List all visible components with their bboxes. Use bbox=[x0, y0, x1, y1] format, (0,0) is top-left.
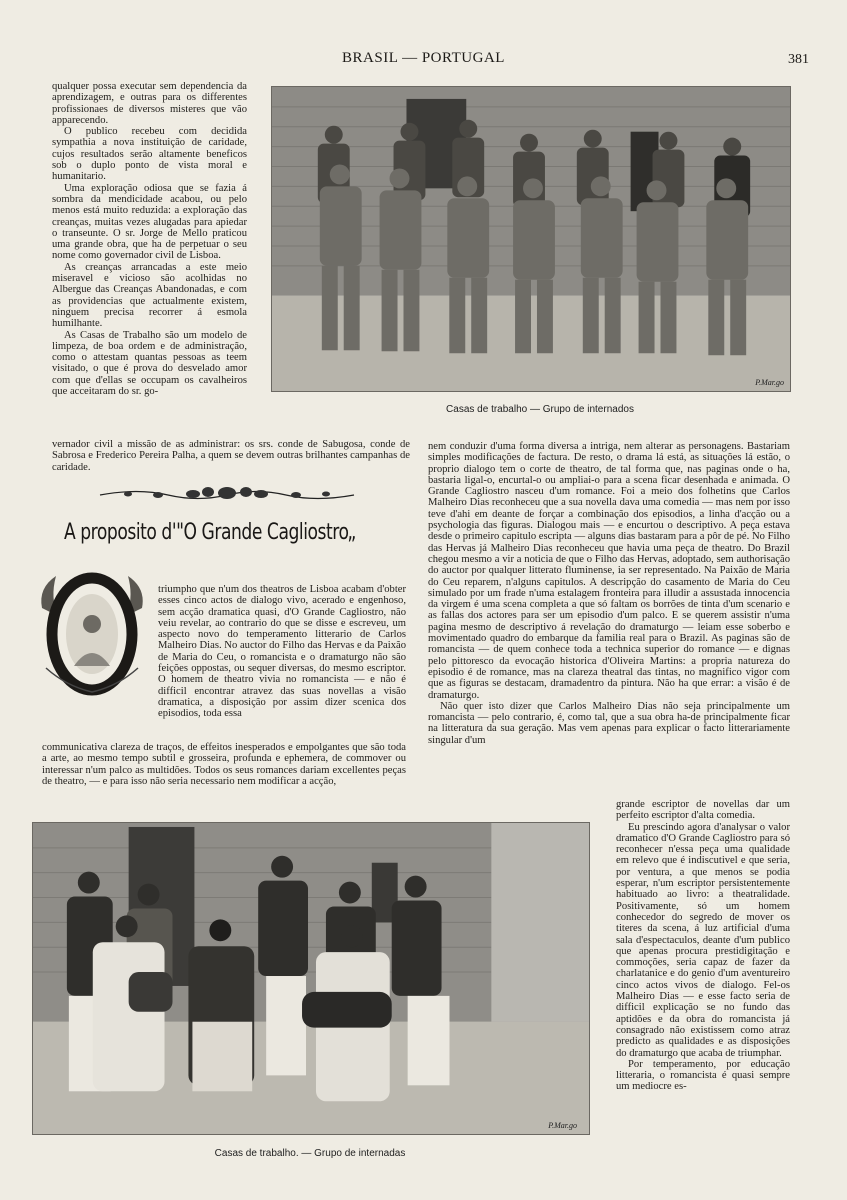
paragraph: qualquer possa executar sem dependencia da aprendizagem, e outras para os differentes profissionaes de diversos misteres que vão apparecendo. bbox=[52, 81, 247, 126]
paragraph: vernador civil a missão de as administrar: os srs. conde de Sabugosa, conde de Sabrosa e Frederico Pereira Palha, a quem se devem outras brilhantes campanhas de caridade. bbox=[52, 439, 410, 473]
paragraph: nem conduzir d'uma forma diversa a intriga, nem alterar as personagens. Bastariam simples modificações de factura. De resto, o drama lá está, as situações lá estão, o proprio dialogo tem o corte de theatro, de tal forma que, nas paginas onde o ha, bastaria ligal-o, encurtal-o ou ampliai-o para a scena ficar desenhada e animada. O Grande Cagliostro nasceu d'um romance. Foi a meio dos folhetins que Carlos Malheiro Dias reconheceu que a sua novella dava uma comedia — mas nem por isso teve d'ahi em deante de forçar a combinação dos episodios, a linha d'acção ou a psychologia das figuras. Dialogou mais — e encurtou o descriptivo. A peça estava desde o primeiro capitulo escripta — alguns dias bastaram para a pôr de pé. No Filho das Hervas já Malheiro Dias reconheceu que havia uma peça de theatro. Do Brazil chegou mesmo a vir a noticia de que o Filho das Hervas, adoptado, sem authorisação do auctor por qualquer litterato fluminense, ia ser representado. Na Paixão de Maria do Ceu reparem, n'alguns capitulos. A descripção do casamento de Maria do Ceu simulado por um frade n'uma estalagem fronteira para illudir a assustada innocencia da virgem é uma scena completa a que só faltam os borrões de tinta d'um scenario e as fallas dos actores para ser um episodio d'um palco. E se querem assistir n'uma pagina mesmo de descriptivo á revelação do dramaturgo — leiam esse soberbo e movimentado quadro do embarque da familia real para o Brazil. As paginas são de romancista — de quem conhece toda a technica superior do romance — e dignas pelo pittoresco da evocação historica d'Oliveira Martins: a propria natureza do episodio é de romance, mas na clareza theatral das tintas, no magnifico vigor com que as figuras se destacam, dramadentro da pintura. Não ha que errar: a visão é de dramaturgo. bbox=[428, 441, 790, 701]
paragraph: Não quer isto dizer que Carlos Malheiro Dias não seja principalmente um romancista — pelo contrario, é, como tal, que a sua obra ha-de principalmente ficar na litteratura da sua geração. Mas vem apenas para explicar o facto litterariamente singular d'um bbox=[428, 700, 790, 746]
text-column-bottom-right bbox=[616, 799, 790, 1173]
paragraph: Por temperamento, por educação litteraria, o romancista é quasi sempre um mediocre es- bbox=[616, 1058, 790, 1093]
article-intro-paragraph bbox=[158, 584, 406, 743]
text-column-top-left bbox=[52, 81, 247, 441]
paragraph: O publico recebeu com decidida sympathia a nova instituição de caridade, cujos resultados serão altamente beneficos sob o duplo ponto de vista moral e humanitario. bbox=[52, 126, 247, 183]
paragraph: As creanças arrancadas a este meio miseravel e vicioso são acolhidas no Albergue das Creanças Abandonadas, e com as providencias que actualmente existem, ninguem precisa recorrer á esmola humilhante. bbox=[52, 261, 247, 330]
paragraph: Uma exploração odiosa que se fazia á sombra da mendicidade acabou, ou pelo menos está muito reduzida: a exploração das creanças, muitas vezes alugadas para apiedar o transeunte. O sr. Jorge de Mello praticou uma grande obra, que ha de perpetuar o seu nome como governador civil de Lisboa. bbox=[52, 182, 247, 262]
running-header bbox=[0, 50, 847, 70]
photo-women-illustration bbox=[33, 823, 589, 1134]
photo-bottom-caption: Casas de trabalho. — Grupo de internadas bbox=[214, 1148, 406, 1159]
photo-group-of-women bbox=[32, 822, 590, 1135]
photo-men-illustration bbox=[272, 87, 790, 391]
decorated-initial-o-icon bbox=[36, 568, 148, 698]
article-title: A proposito d'"O Grande Cagliostro„ bbox=[64, 520, 356, 545]
header-title: BRASIL — PORTUGAL bbox=[342, 50, 505, 66]
floral-divider-icon bbox=[98, 484, 356, 506]
paragraph: grande escriptor de novellas dar um perfeito escriptor d'alta comedia. bbox=[616, 799, 790, 822]
paragraph: communicativa clareza de traços, de effeitos inesperados e empolgantes que são toda a arte, ao mesmo tempo subtil e grosseira, profunda e ephemera, de commover ou interessar n'um palco as multidões. Todos os seus romances dariam excellentes peças de theatro, — e para isso não seria necessario nem modificar a acção, bbox=[42, 742, 406, 787]
page-number: 381 bbox=[788, 52, 809, 67]
text-column-top-left-continued bbox=[52, 439, 410, 475]
paragraph: As Casas de Trabalho são um modelo de limpeza, de boa ordem e de administração, como o attestam quantas pessoas as teem visitado, o que é prova do desvelado amor com que d'ellas se occupam os cavalheiros que acceitaram do sr. go- bbox=[52, 329, 247, 398]
text-column-middle-right bbox=[428, 441, 790, 799]
photo-group-of-men bbox=[271, 86, 791, 392]
photo-top-caption: Casas de trabalho — Grupo de internados bbox=[446, 404, 634, 415]
paragraph: triumpho que n'um dos theatros de Lisboa acabam d'obter esses cinco actos de dialogo vivo, acerado e engenhoso, sem acção dramatica quasi, d'O Grande Cagliostro, não veiu revelar, ao contrario do que se disse e escreveu, um aspecto novo do temperamento litterario de Carlos Malheiro Dias. No auctor do Filho das Hervas e da Paixão de Maria do Ceu, o romancista e o dramaturgo não são feições oppostas, ou sequer diversas, do mesmo escriptor. O homem de theatro vivia no romancista — e não é difficil encontrar atravez das suas novellas a visão dramatica, a disposição por assim dizer scenica dos episodios, toda essa bbox=[158, 584, 406, 720]
paragraph: Eu prescindo agora d'analysar o valor dramatico d'O Grande Cagliostro para só reconhecer n'essa peça uma qualidade em relevo que é indiscutivel e que seria, por ventura, a que menos se podia esperar, n'um escriptor persistentemente habituado ao livro: a theatralidade. Positivamente, só um homem conhecedor do segredo de mover os titeres da scena, á luz artificial d'uma sala d'espectaculos, deante d'um publico que apenas procura prestidigitação e commoções, seria capaz de fazer da charlatanice e do genio d'um aventureiro cinco actos vivos de dialogo. Fel-os Malheiro Dias — e esse facto seria de difficil explicação se no fundo das aptidões e da obra do romancista já consagrado não existissem como atraz predicto as qualidades e as disposições do dramaturgo que acaba de triumphar. bbox=[616, 821, 790, 1059]
photo-signature: P.Mar.go bbox=[755, 378, 784, 387]
photo-signature: P.Mar.go bbox=[548, 1121, 577, 1130]
article-intro-continued bbox=[42, 742, 406, 800]
